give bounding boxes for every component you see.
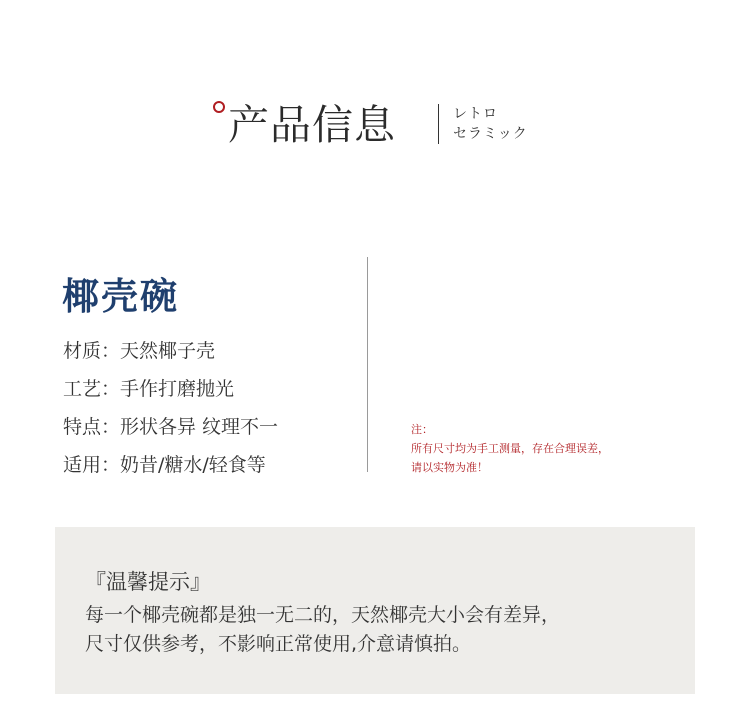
section-subtitle [453,104,528,144]
spec-craft: 工艺：手作打磨抛光 [63,378,235,400]
tips-title: 『温馨提示』 [85,570,211,594]
red-circle-icon [213,101,225,113]
product-name: 椰壳碗 [62,275,179,318]
note-line-2: 请以实物为准！ [411,461,488,474]
note-label: 注： [411,423,433,436]
title-divider [438,104,439,144]
spec-usage: 适用：奶昔/糖水/轻食等 [63,454,266,476]
note-line-1: 所有尺寸均为手工测量，存在合理误差， [411,442,609,455]
subtitle-line-1: レトロ [453,106,498,122]
page-header [0,0,750,200]
tips-text [85,601,560,659]
tips-box [55,527,695,694]
spec-material: 材质：天然椰子壳 [63,340,216,362]
subtitle-line-2: セラミック [453,126,528,142]
spec-features: 特点：形状各异 纹理不一 [63,416,279,438]
vertical-divider [367,257,368,472]
section-title: 产品信息 [228,101,396,149]
measurement-note [411,420,609,477]
tips-line-2: 尺寸仅供参考，不影响正常使用,介意请慎拍。 [85,633,472,655]
tips-line-1: 每一个椰壳碗都是独一无二的，天然椰壳大小会有差异， [85,604,561,626]
product-specs [63,337,278,489]
